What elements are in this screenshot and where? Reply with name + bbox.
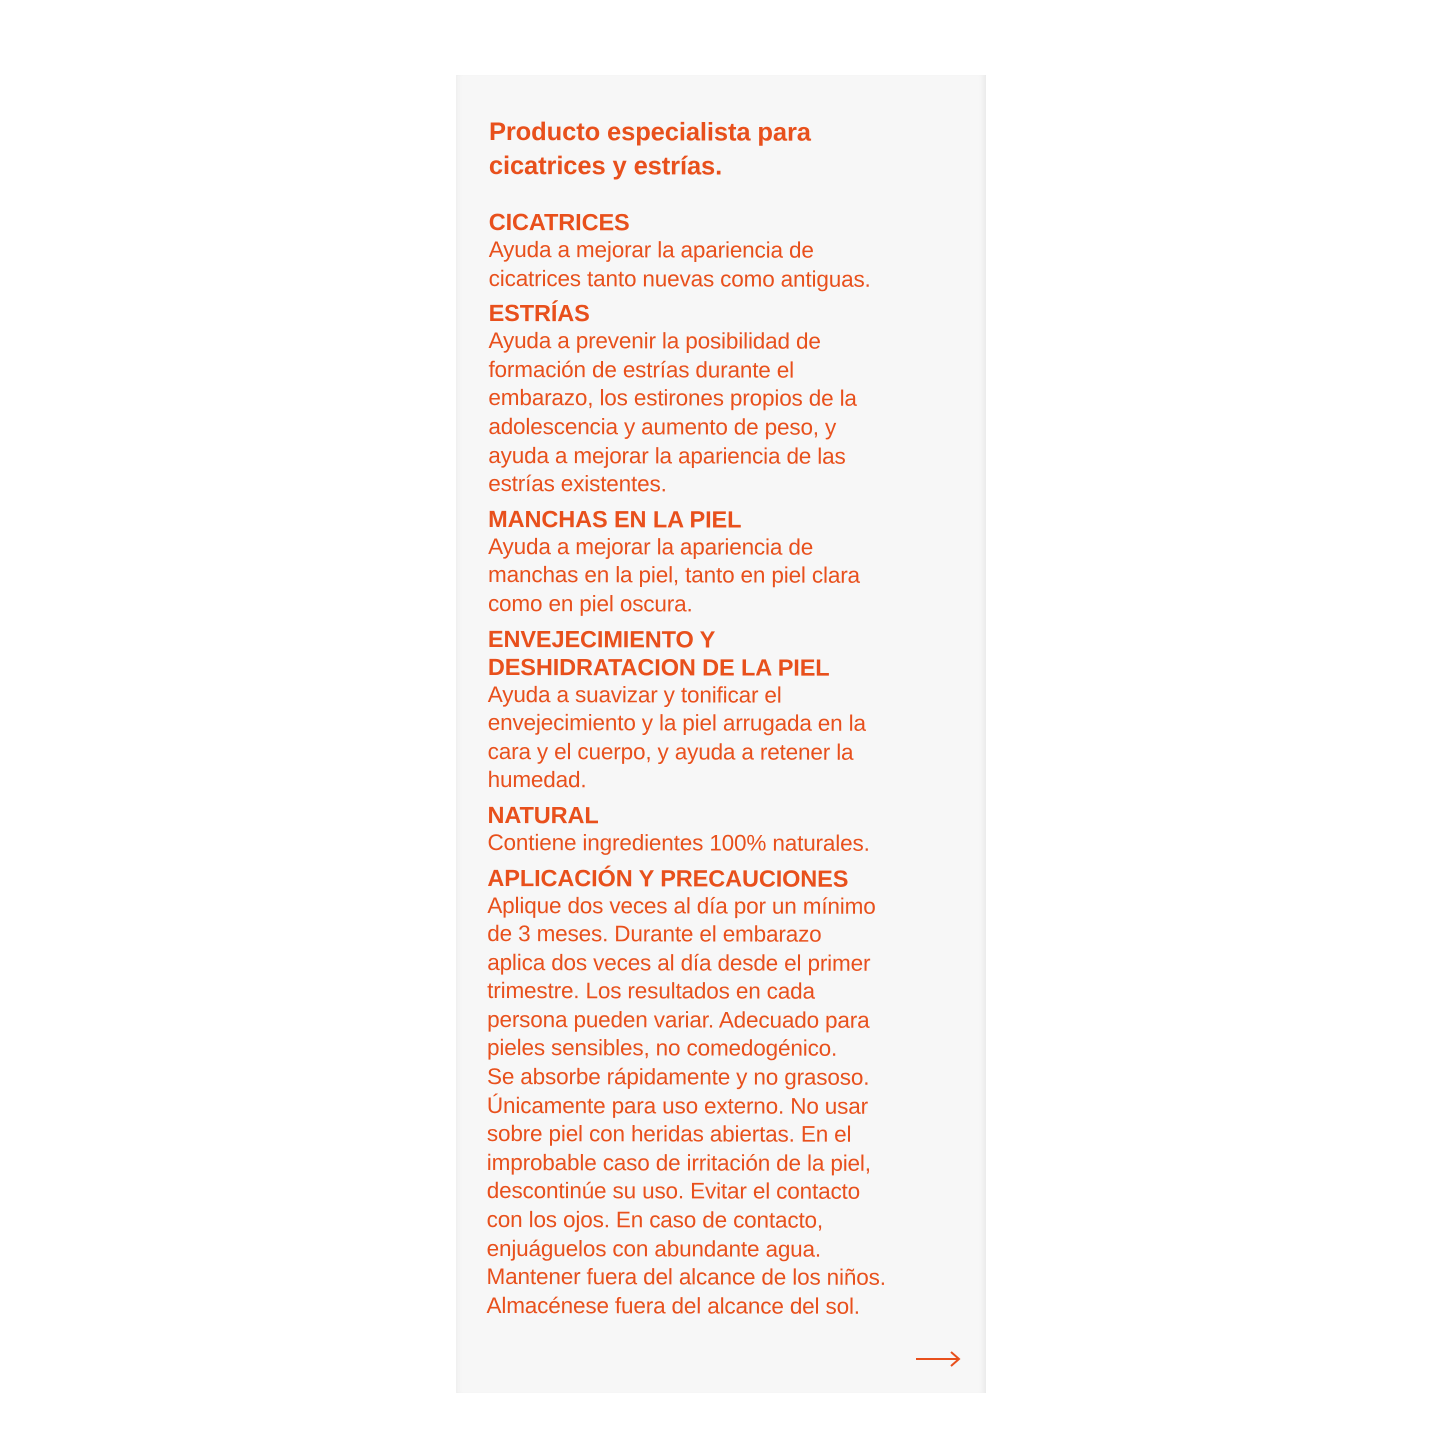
section-body: Ayuda a mejorar la apariencia de cicatrices tanto nuevas como antiguas. <box>488 236 871 292</box>
section-body: Aplique dos veces al día por un mínimo de 3 meses. Durante el embarazo aplica dos veces al día desde el primer trimestre. Los resultados en cada persona pueden variar. Adecuado para pieles sensibles, no comedogénico. Se absorbe rápidamente y no grasoso. Únicamente para uso externo. No usar sobre piel con heridas abiertas. En el improbable caso de irritación de la piel, descontinúe su uso. Evitar el contacto con los ojos. En caso de contacto, enjuáguelos con abundante agua. Mantener fuera del alcance de los niños. Almacénese fuera del alcance del sol. <box>486 892 886 1319</box>
section-manchas <box>488 505 968 620</box>
section-title: NATURAL <box>487 801 599 829</box>
section-title: ENVEJECIMIENTO Y DESHIDRATACION DE LA PIEL <box>487 625 830 681</box>
box-text-content <box>486 115 969 1327</box>
section-title: MANCHAS EN LA PIEL <box>488 505 742 533</box>
section-natural <box>487 801 967 859</box>
section-title: CICATRICES <box>488 208 630 236</box>
arrow-right-icon <box>915 1350 961 1368</box>
section-body: Ayuda a suavizar y tonificar el envejecimiento y la piel arrugada en la cara y el cuerpo, y ayuda a retener la humedad. <box>487 681 866 793</box>
section-aplicacion <box>486 863 967 1321</box>
headline: Producto especialista para cicatrices y estrías. <box>488 117 811 181</box>
section-estrias <box>488 299 968 500</box>
section-body: Ayuda a mejorar la apariencia de manchas en la piel, tanto en piel clara como en piel oscura. <box>487 533 860 617</box>
section-cicatrices <box>489 208 969 294</box>
section-title: ESTRÍAS <box>488 300 590 327</box>
section-body: Ayuda a prevenir la posibilidad de formación de estrías durante el embarazo, los estirones propios de la adolescencia y aumento de peso, y ayuda a mejorar la apariencia de las estrías existentes. <box>488 328 857 497</box>
section-title: APLICACIÓN Y PRECAUCIONES <box>487 864 849 892</box>
section-envejecimiento <box>488 625 968 796</box>
section-body: Contiene ingredientes 100% naturales. <box>487 829 870 856</box>
